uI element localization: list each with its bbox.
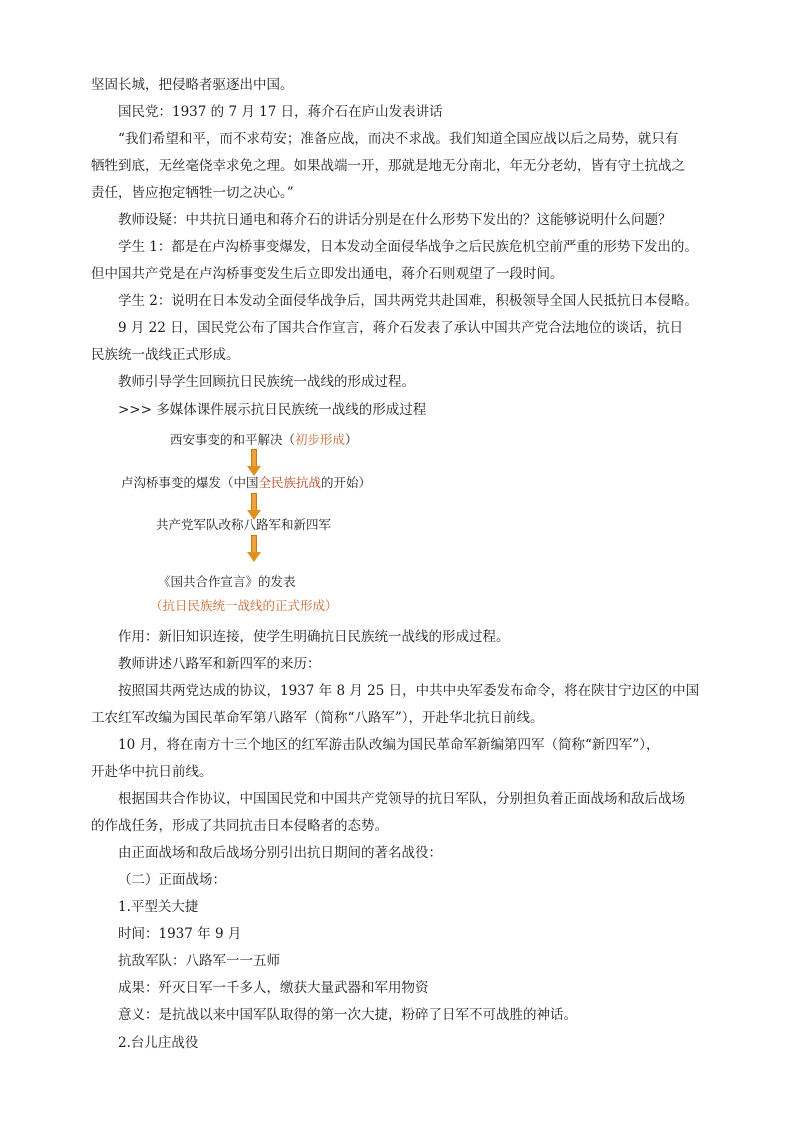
- quote-line-3: 责任，皆应抱定牺牲一切之决心。”: [91, 185, 294, 201]
- new-fourth-line-1: 10 月，将在南方十三个地区的红军游击队改编为国民革命军新编第四军（简称“新四军”），: [118, 737, 660, 753]
- quote-line-2: 牺牲到底，无丝毫侥幸求免之理。如果战端一开，那就是地无分南北，年无分老幼，皆有守土抗战之: [91, 158, 685, 174]
- quote-line-1: “我们希望和平，而不求苟安；准备应战，而决不求战。我们知道全国应战以后之局势，就只有: [118, 131, 679, 147]
- flow-step-army: 共产党军队改称八路军和新四军: [156, 517, 332, 532]
- battle-1-army: 抗敌军队：八路军一一五师: [118, 953, 280, 969]
- purpose-line: 作用：新旧知识连接，使学生明确抗日民族统一战线的形成过程。: [118, 629, 510, 645]
- battle-1-time: 时间：1937 年 9 月: [118, 926, 242, 942]
- battle-1-result: 成果：歼灭日军一千多人，缴获大量武器和军用物资: [118, 980, 429, 996]
- paragraph-kmt: 国民党：1937 的 7 月 17 日，蒋介石在庐山发表讲话: [118, 104, 443, 120]
- flow-step-xian-accent: 初步形成: [295, 432, 346, 447]
- agreement-line-2: 工农红军改编为国民革命军第八路军（简称“八路军”），开赴华北抗日前线。: [91, 710, 544, 726]
- flow-step-lugouqiao-accent: 全民族抗战: [258, 475, 322, 490]
- multimedia-line: >>> 多媒体课件展示抗日民族统一战线的形成过程: [118, 402, 427, 418]
- flow-step-lugouqiao: [121, 475, 371, 491]
- paragraph-1: 坚固长城，把侵略者驱逐出中国。: [91, 77, 294, 93]
- student1-line-2: 但中国共产党是在卢沟桥事变发生后立即发出通电，蒋介石则观望了一段时间。: [91, 266, 564, 282]
- flow-step-declaration: 《国共合作宣言》的发表: [158, 574, 296, 589]
- teacher-question: 教师设疑：中共抗日通电和蒋介石的讲话分别是在什么形势下发出的？这能够说明什么问题？: [118, 212, 672, 228]
- sept22-line-1: 9 月 22 日，国民党公布了国共合作宣言，蒋介石发表了承认中国共产党合法地位的谈话，抗日: [118, 320, 684, 336]
- battles-intro: 由正面战场和敌后战场分别引出抗日期间的著名战役：: [118, 845, 442, 861]
- flow-step-lugouqiao-text: 卢沟桥事变的爆发（中国: [121, 475, 259, 490]
- flow-step-formation: （抗日民族统一战线的正式形成）: [150, 598, 338, 613]
- section-heading: （二）正面战场：: [118, 872, 226, 888]
- agreement-line-1: 按照国共两党达成的协议，1937 年 8 月 25 日，中共中央军委发布命令，将在陕甘宁边区的中国: [118, 683, 700, 699]
- down-arrow-icon: [247, 535, 261, 563]
- battle-1-title: 1.平型关大捷: [118, 899, 199, 915]
- new-fourth-line-2: 开赴华中抗日前线。: [91, 764, 213, 780]
- battle-1-significance: 意义：是抗战以来中国军队取得的第一次大捷，粉碎了日军不可战胜的神话。: [118, 1007, 577, 1023]
- battle-2-title: 2.台儿庄战役: [118, 1035, 199, 1051]
- down-arrow-icon: [247, 449, 261, 477]
- teacher-guide: 教师引导学生回顾抗日民族统一战线的形成过程。: [118, 374, 415, 390]
- cooperation-line-1: 根据国共合作协议，中国国民党和中国共产党领导的抗日军队，分别担负着正面战场和敌后战场: [118, 791, 685, 807]
- sept22-line-2: 民族统一战线正式形成。: [91, 347, 240, 363]
- student2-line: 学生 2：说明在日本发动全面侵华战争后，国共两党共赴国难，积极领导全国人民抵抗日本侵略。: [118, 293, 698, 309]
- teacher-narration: 教师讲述八路军和新四军的来历：: [118, 656, 321, 672]
- flow-step-xian-end: ）: [345, 432, 358, 447]
- flow-step-xian-text: 西安事变的和平解决（: [170, 432, 296, 447]
- student1-line-1: 学生 1：都是在卢沟桥事变爆发，日本发动全面侵华战争之后民族危机空前严重的形势下发出的。: [118, 239, 698, 255]
- flow-step-lugouqiao-end: 的开始）: [321, 475, 372, 490]
- cooperation-line-2: 的作战任务，形成了共同抗击日本侵略者的态势。: [91, 818, 388, 834]
- flow-step-xian: [170, 432, 358, 448]
